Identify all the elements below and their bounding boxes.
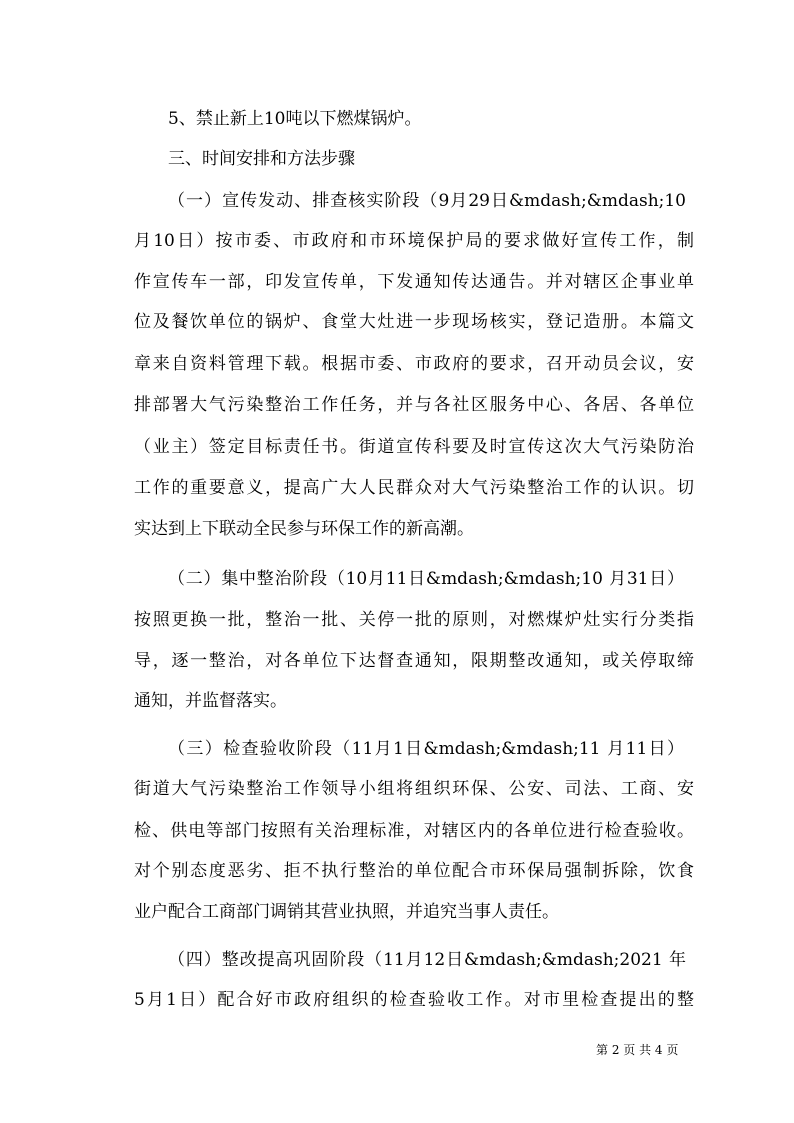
paragraph-line-10: 工作的重要意义，提高广大人民群众对大气污染整治工作的认识。切 xyxy=(134,478,694,498)
section-heading: 三、时间安排和方法步骤 xyxy=(168,149,355,169)
paragraph-line-11: 实达到上下联动全民参与环保工作的新高潮。 xyxy=(134,519,474,539)
paragraph-line-1: 5、禁止新上10吨以下燃煤锅炉。 xyxy=(168,109,422,129)
paragraph-line-20: 业户配合工商部门调销其营业执照，并追究当事人责任。 xyxy=(134,902,559,922)
paragraph-line-21: （四）整改提高巩固阶段（11月12日&mdash;&mdash;2021 年 xyxy=(168,950,686,970)
paragraph-line-14: 导，逐一整治，对各单位下达督查通知，限期整改通知，或关停取缔 xyxy=(134,651,694,671)
paragraph-line-3: （一）宣传发动、排查核实阶段（9月29日&mdash;&mdash;10 xyxy=(168,191,686,211)
paragraph-line-5: 作宣传车一部，印发宣传单，下发通知传达通告。并对辖区企事业单 xyxy=(134,272,694,292)
paragraph-line-8: 排部署大气污染整治工作任务，并与各社区服务中心、各居、各单位 xyxy=(134,395,694,415)
paragraph-line-22: 5月1日）配合好市政府组织的检查验收工作。对市里检查提出的整 xyxy=(134,990,694,1010)
paragraph-line-9: （业主）签定目标责任书。街道宣传科要及时宣传这次大气污染防治 xyxy=(134,437,694,457)
paragraph-line-17: 街道大气污染整治工作领导小组将组织环保、公安、司法、工商、安 xyxy=(134,779,694,799)
paragraph-line-4: 月10日）按市委、市政府和市环境保护局的要求做好宣传工作，制 xyxy=(134,231,694,251)
paragraph-line-16: （三）检查验收阶段（11月1日&mdash;&mdash;11 月11日） xyxy=(168,739,684,759)
paragraph-line-15: 通知，并监督落实。 xyxy=(134,691,287,711)
paragraph-line-6: 位及餐饮单位的锅炉、食堂大灶进一步现场核实，登记造册。本篇文 xyxy=(134,312,694,332)
page-number-footer: 第 2 页 共 4 页 xyxy=(596,1043,679,1057)
paragraph-line-7: 章来自资料管理下载。根据市委、市政府的要求，召开动员会议，安 xyxy=(134,354,694,374)
paragraph-line-13: 按照更换一批，整治一批、关停一批的原则，对燃煤炉灶实行分类指 xyxy=(134,610,694,630)
paragraph-line-19: 对个别态度恶劣、拒不执行整治的单位配合市环保局强制拆除，饮食 xyxy=(134,861,694,881)
paragraph-line-18: 检、供电等部门按照有关治理标准，对辖区内的各单位进行检查验收。 xyxy=(134,821,694,841)
paragraph-line-12: （二）集中整治阶段（10月11日&mdash;&mdash;10 月31日） xyxy=(168,569,684,589)
